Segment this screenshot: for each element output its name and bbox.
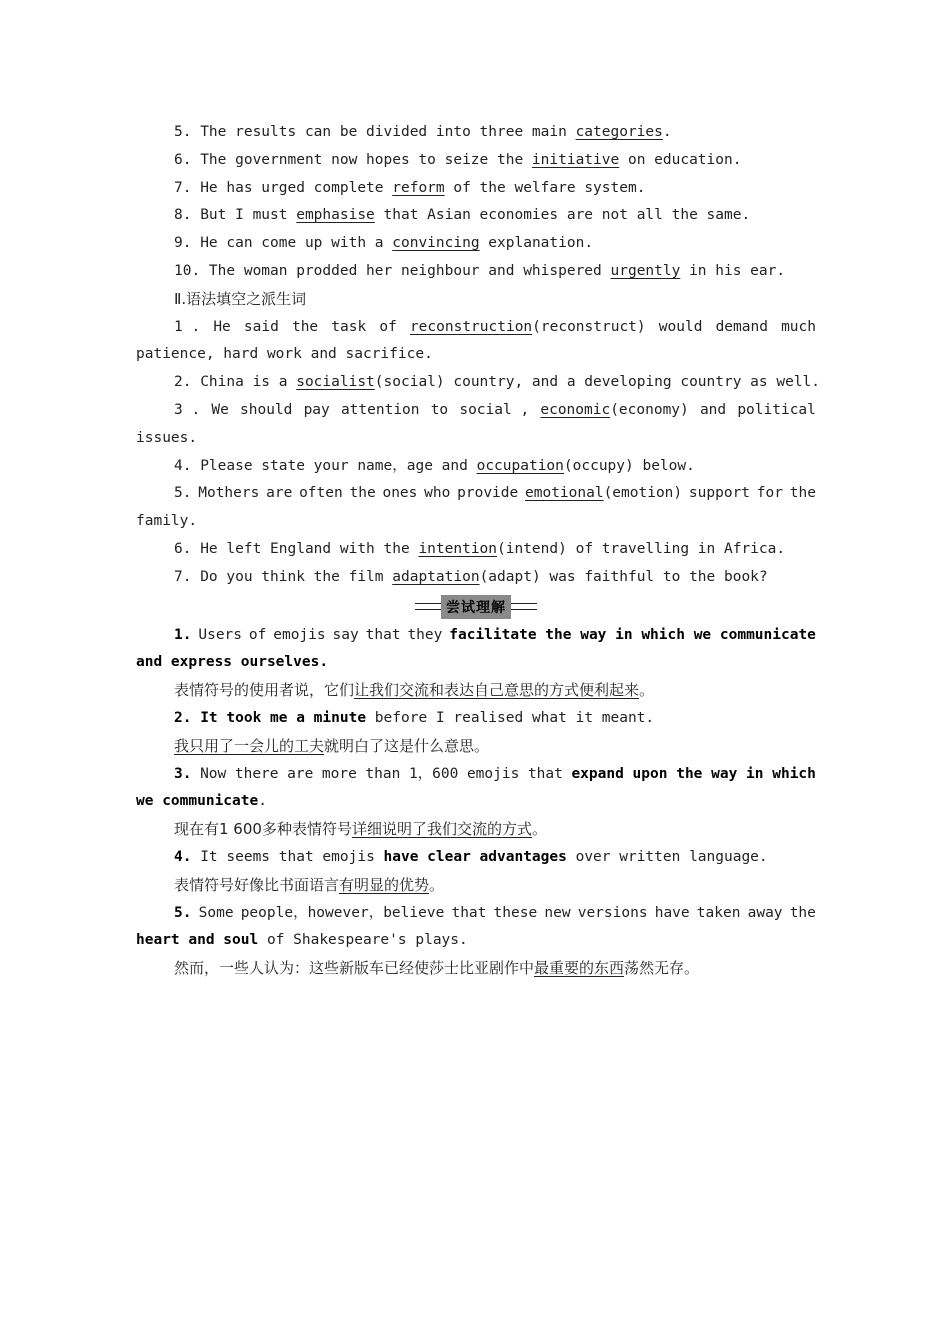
answer: reform	[392, 179, 445, 196]
vocab-sentence-5: 5. The results can be divided into three main categories.	[174, 124, 672, 140]
grammar-sentence-4: 4. Please state your name，age and occupation(occupy) below.	[174, 457, 695, 474]
banner-rule-left	[415, 603, 441, 610]
comprehension-sentence-3: 3. Now there are more than 1，600 emojis that expand upon the way in which	[136, 761, 816, 789]
vocab-sentence-8: 8. But I must emphasise that Asian economies are not all the same.	[174, 207, 751, 224]
answer: reconstruction	[409, 318, 533, 335]
vocab-sentence-10: 10. The woman prodded her neighbour and whispered urgently in his ear.	[174, 262, 786, 279]
comprehension-sentence-5: 5. Some people，however，believe that these new versions have taken away the	[174, 904, 816, 921]
translation-4: 表情符号好像比书面语言有明显的优势。	[174, 875, 445, 894]
comprehension-sentence-1: 1. Users of emojis say that they facilitate the way in which we communicate	[136, 622, 816, 650]
answer: convincing	[392, 235, 480, 252]
grammar-sentence-7: 7. Do you think the film adaptation(adapt) was faithful to the book?	[174, 568, 768, 585]
answer: emphasise	[296, 207, 375, 224]
grammar-sentence-3-cont: issues.	[136, 429, 198, 446]
grammar-sentence-5: 5. Mothers are often the ones who provide emotional(emotion) support for the	[174, 485, 816, 502]
grammar-sentence-3: 3 . We should pay attention to social , economic(economy) and political	[174, 401, 816, 418]
comprehension-sentence-4: 4. It seems that emojis have clear advantages over written language.	[174, 848, 768, 865]
comprehension-sentence-5-cont: heart and soul of Shakespeare's plays.	[136, 932, 468, 949]
vocab-list	[136, 119, 816, 286]
answer: adaptation	[392, 568, 480, 585]
answer: intention	[418, 540, 498, 557]
vocab-sentence-6: 6. The government now hopes to seize the initiative on education.	[174, 151, 742, 168]
answer: emotional	[525, 485, 604, 502]
grammar-sentence-1: 1 . He said the task of reconstruction(reconstruct) would demand much	[174, 318, 816, 335]
section-banner	[136, 592, 816, 622]
comprehension-sentence-3-cont: we communicate.	[136, 793, 267, 810]
vocab-sentence-9: 9. He can come up with a convincing explanation.	[174, 235, 594, 252]
document-page	[136, 119, 821, 983]
banner-rule-right	[511, 603, 537, 610]
grammar-list	[136, 314, 821, 592]
section-heading: Ⅱ.语法填空之派生词	[174, 289, 307, 308]
comprehension-list	[136, 622, 816, 983]
answer: socialist	[296, 374, 375, 391]
banner-title: 尝试理解	[441, 595, 511, 619]
key-phrase: have clear advantages	[383, 848, 567, 865]
key-phrase: heart and soul	[136, 932, 259, 949]
vocab-sentence-7: 7. He has urged complete reform of the welfare system.	[174, 179, 646, 196]
grammar-sentence-5-cont: family.	[136, 513, 198, 530]
answer: initiative	[531, 151, 620, 168]
comprehension-sentence-2: 2. It took me a minute before I realised what it meant.	[174, 709, 655, 726]
key-phrase-cont: and express ourselves.	[136, 654, 329, 671]
grammar-sentence-2: 2. China is a socialist(social) country, and a developing country as well.	[174, 374, 821, 391]
grammar-sentence-1-cont: patience, hard work and sacrifice.	[136, 346, 433, 363]
key-phrase: expand upon the way in which	[571, 765, 816, 782]
answer: categories	[575, 124, 663, 140]
translation-5: 然而，一些人认为：这些新版车已经使莎士比亚剧作中最重要的东西荡然无存。	[174, 959, 700, 978]
answer: urgently	[610, 262, 681, 279]
key-phrase: It took me a minute	[191, 709, 367, 726]
grammar-sentence-6: 6. He left England with the intention(intend) of travelling in Africa.	[174, 540, 786, 557]
translation-2: 我只用了一会儿的工夫就明白了这是什么意思。	[174, 736, 490, 755]
translation-3: 现在有1 600多种表情符号详细说明了我们交流的方式。	[174, 820, 547, 839]
translation-1: 表情符号的使用者说，它们让我们交流和表达自己意思的方式便利起来。	[174, 681, 655, 700]
key-phrase: facilitate the way in which we communicate	[449, 626, 816, 643]
answer: occupation	[476, 457, 564, 474]
answer: economic	[540, 401, 611, 418]
